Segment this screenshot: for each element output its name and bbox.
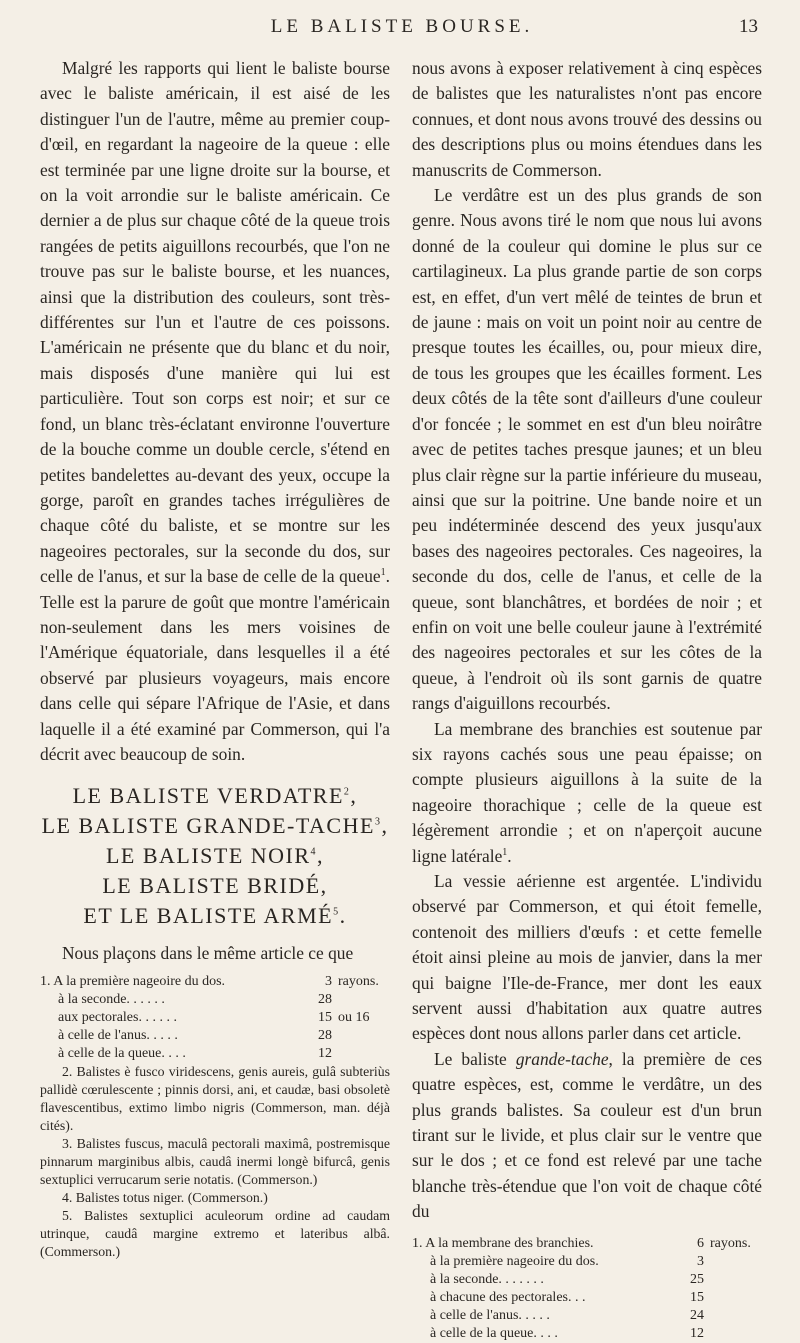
- paragraph: La membrane des branchies est soutenue par six rayons cachés sous une peau épaisse; on compte plusieurs aiguillons à la suite de la nageoire thorachique ; celle de la queue est légèrement arrondie ; et on n'aperçoit aucune ligne latérale$^1$.: [412, 718, 762, 866]
- footnote-ref: 4: [310, 847, 318, 859]
- table-row: à la seconde. . . . . . . 25: [430, 1271, 704, 1287]
- footnote-ref: 2: [343, 787, 351, 799]
- paragraph: Le verdâtre est un des plus grands de son genre. Nous avons tiré le nom que nous lui avons donné de la couleur qui domine le plus sur ce cartilagineux. La plus grande partie de son corps est, en effet, d'un vert mêlé de teintes de brun et de jaune : mais on voit un point noir au centre de presque toutes les écailles, ou, pour mieux dire, de tous les groupes que les écailles forment. Les deux côtés de la tête sont d'ailleurs d'une couleur d'or foncée ; le sommet en est d'un bleu noirâtre avec de petites taches presque jaunes; et un bleu plus clair règne sur la partie inférieure du museau, ainsi que sur la poitrine. Une bande noire et un peu indéterminée descend des yeux jusqu'aux bases des nageoires pectorales. Ces nageoires, la seconde du dos, celle de l'anus, et celle de la queue, sont blanchâtres, et bordées de noir ; et enfin on voit une belle couleur jaune à l'extrémité des nageoires pectorales et sur les côtes de la queue, à l'endroit où ils sont garnis de quatre rangs d'aiguillons recourbés.: [412, 185, 762, 714]
- paragraph: La vessie aérienne est argentée. L'individu observé par Commerson, et qui étoit femelle, contenoit des milliers d'œufs : et cette femelle étoit ainsi pleine au mois de janvier, dans la mer qui baigne l'Ile-de-France, mer dont les eaux servent aussi d'habitation aux quatre autres espèces dont nous allons parler dans cet article.: [412, 871, 762, 1044]
- footnote-ref: 5: [333, 907, 340, 919]
- table-row: à la première nageoire du dos. 3: [430, 1253, 704, 1269]
- fin-ray-table: [40, 973, 390, 1063]
- table-row: à celle de la queue. . . . 12: [430, 1325, 704, 1341]
- species-name: grande-tache: [515, 1048, 609, 1069]
- footnotes: [40, 973, 390, 1261]
- paragraph: Malgré les rapports qui lient le baliste bourse avec le baliste américain, il est aisé de les distinguer l'un de l'autre, même au premier coup-d'œil, en regardant la nageoire de la queue : elle est terminée par une ligne droite sur la bourse, et on la voit arrondie sur le baliste américain. Ce dernier a de plus sur chaque côté de la queue trois rangées de petits aiguillons recourbés, que l'on ne trouve pas sur le baliste bourse, et les nuances, ainsi que la distribution des couleurs, sont très-différentes sur l'un et l'autre de ces poissons. L'américain ne présente que du blanc et du noir, mais disposés d'une manière qui lui est particulière. Tout son corps est noir; et sur ce fond, un blanc très-éclatant environne l'ouverture de la bouche comme un double cercle, s'étend en petites bandelettes au-devant des yeux, occupe la gorge, paroît en grandes taches irrégulières de chaque côté du baliste, et se montre sur les nageoires pectorales, sur la seconde du dos, sur celle de l'anus, et sur la base de celle de la queue$^1$. Telle est la parure de goût que montre l'américain non-seulement dans les mers voisines de l'Amérique équatoriale, dans lesquelles il a été observé par plusieurs voyageurs, mais encore dans celle qui sépare l'Afrique de l'Asie, et dans laquelle il a été examiné par Commerson, qui l'a décrit avec beaucoup de soin.: [40, 58, 390, 764]
- left-column: [40, 56, 390, 1343]
- page-header: [40, 16, 764, 56]
- table-row: à la seconde. . . . . . 28: [58, 991, 332, 1007]
- paragraph: nous avons à exposer relativement à cinq espèces de balistes que les naturalistes n'ont pas encore connues, et dont nous avons trouvé des dessins ou des descriptions plus ou moins étendues dans les manuscrits de Commerson.: [412, 58, 762, 180]
- table-row: 1. A la première nageoire du dos. 3 rayons.: [40, 973, 379, 989]
- footnote-ref: 3: [374, 817, 382, 829]
- fin-ray-table: [412, 1235, 762, 1343]
- footnote: 2. Balistes è fusco viridescens, genis aureis, gulâ subteriùs pallidè cœrulescente ; pinnis dorsi, ani, et caudæ, basi obsoletè flavescentibus, extimo limbo nigris (Commerson, man. déjà cités).: [40, 1063, 390, 1133]
- footnote-ref: 1: [380, 567, 386, 579]
- table-row: à celle de l'anus. . . . . 28: [58, 1027, 332, 1043]
- footnote: 4. Balistes totus niger. (Commerson.): [62, 1189, 268, 1205]
- right-column: [412, 56, 762, 1343]
- table-row: à celle de l'anus. . . . . 24: [430, 1307, 704, 1323]
- section-title: ET LE BALISTE ARMÉ$^5$.: [83, 903, 347, 929]
- paragraph: Nous plaçons dans le même article ce que: [62, 943, 354, 964]
- table-row: aux pectorales. . . . . . 15 ou 16: [58, 1009, 370, 1025]
- table-row: 1. A la membrane des branchies. 6 rayons.: [412, 1235, 751, 1251]
- footnote-ref: 1: [502, 846, 508, 858]
- table-row: à chacune des pectorales. . . 15: [430, 1289, 704, 1305]
- section-title: LE BALISTE BRIDÉ,: [102, 873, 328, 899]
- section-titles: [40, 781, 390, 931]
- section-title: LE BALISTE GRANDE-TACHE$^3$,: [41, 813, 389, 839]
- running-title: LE BALISTE BOURSE.: [270, 16, 534, 37]
- section-title: LE BALISTE NOIR$^4$,: [105, 843, 325, 869]
- page-number: 13: [739, 16, 758, 37]
- footnote: 5. Balistes sextuplici aculeorum ordine ad caudam utrinque, caudâ margine extremo et lateribus albâ. (Commerson.): [40, 1207, 390, 1259]
- text-columns: [40, 56, 764, 1343]
- section-title: LE BALISTE VERDATRE$^2$,: [72, 783, 358, 809]
- table-row: à celle de la queue. . . . 12: [58, 1045, 332, 1061]
- paragraph: Le baliste grande-tache, la première de ces quatre espèces, est, comme le verdâtre, un des plus grands balistes. Sa couleur est d'un brun tirant sur le livide, et plus clair sur le ventre que sur le dos ; et ce fond est relevé par une tache blanche très-étendue que l'on voit de chaque côté du: [412, 1048, 762, 1222]
- footnotes: [412, 1235, 762, 1343]
- footnote: 3. Balistes fuscus, maculâ pectorali maximâ, postremisque pinnarum marginibus albis, caudâ inermi longè bifurcâ, genis sextuplici verrucarum serie notatis. (Commerson.): [40, 1135, 390, 1187]
